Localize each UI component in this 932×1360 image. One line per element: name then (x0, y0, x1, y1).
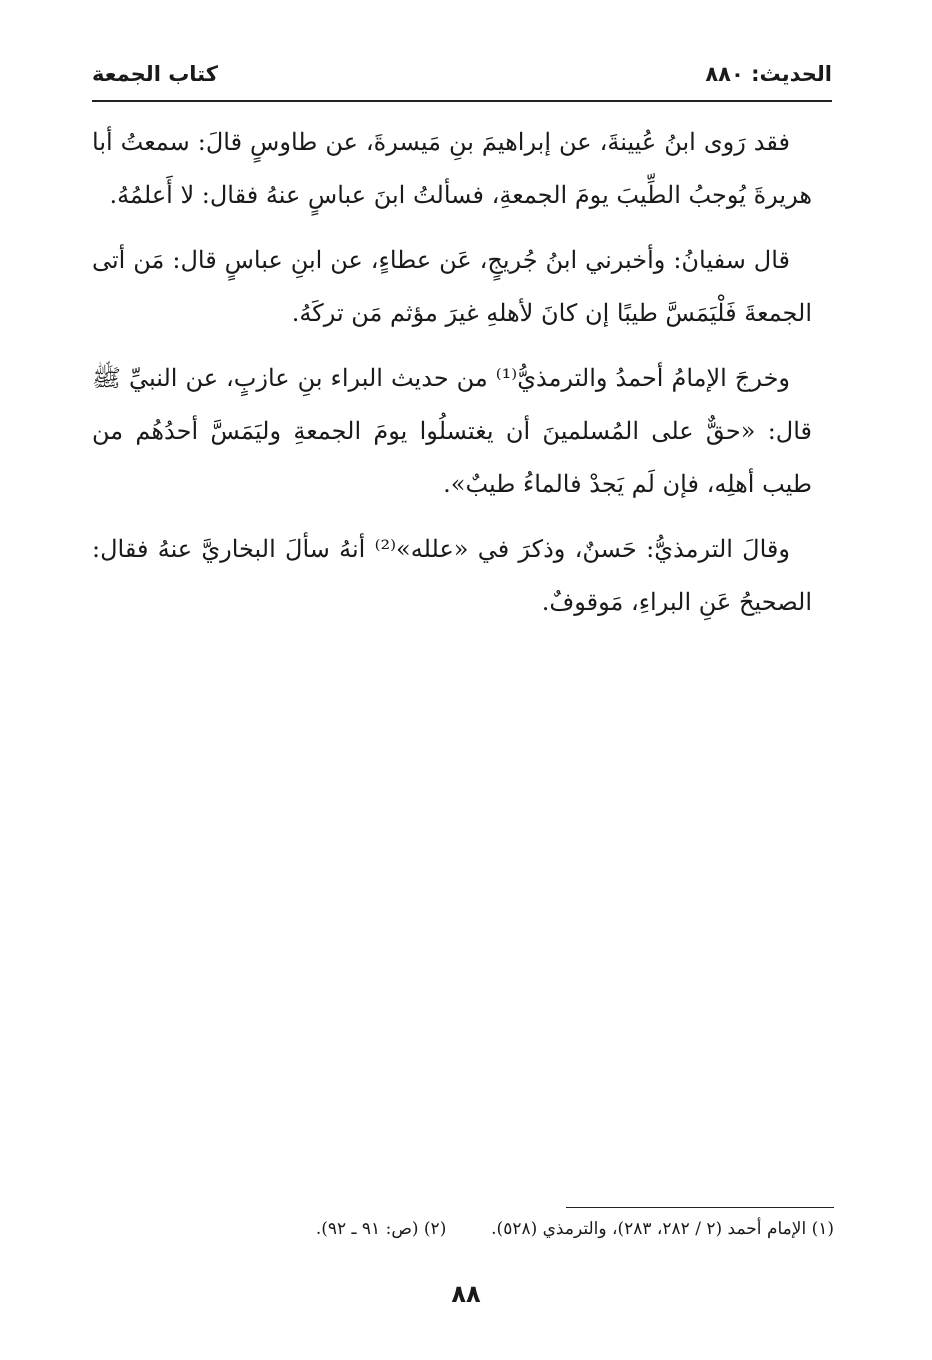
main-text (92, 116, 812, 641)
hadith-number-label: الحديث: ٨٨٠ (705, 62, 832, 86)
header-divider (92, 100, 832, 102)
book-title: كتاب الجمعة (92, 62, 218, 86)
footnote-2: (٢) (ص: ٩١ ـ ٩٢). (315, 1219, 447, 1239)
paragraph: وخرجَ الإمامُ أحمدُ والترمذيُّ⁽¹⁾ من حديث البراء بنِ عازبٍ، عن النبيِّ ﷺ قال: «حقٌّ على المُسلمينَ أن يغتسلُوا يومَ الجمعةِ وليَمَسَّ أحدُهُم من طيب أهلِه، فإن لَم يَجدْ فالماءُ طيبٌ». (92, 364, 812, 498)
paragraph: فقد رَوى ابنُ عُيينةَ، عن إبراهيمَ بنِ مَيسرةَ، عن طاوسٍ قالَ: سمعتُ أبا هريرةَ يُوجبُ الطِّيبَ يومَ الجمعةِ، فسألتُ ابنَ عباسٍ عنهُ فقال: لا أَعلمُهُ. (92, 128, 812, 209)
paragraph: وقالَ الترمذيُّ: حَسنٌ، وذكرَ في «علله»⁽²⁾ أنهُ سألَ البخاريَّ عنهُ فقال: الصحيحُ عَنِ البراءِ، مَوقوفٌ. (92, 535, 812, 616)
footnotes (154, 1214, 834, 1244)
footnote-1: (١) الإمام أحمد (٢ / ٢٨٢، ٢٨٣)، والترمذي (٥٢٨). (491, 1219, 834, 1239)
footnote-divider (566, 1207, 834, 1208)
running-header (92, 62, 832, 96)
paragraph: قال سفيانُ: وأخبرني ابنُ جُريجٍ، عَن عطاءٍ، عن ابنِ عباسٍ قال: مَن أتى الجمعةَ فَلْيَمَسَّ طيبًا إن كانَ لأهلهِ غيرَ مؤثم مَن تركَهُ. (92, 246, 812, 327)
page-number: ٨٨ (451, 1280, 481, 1308)
